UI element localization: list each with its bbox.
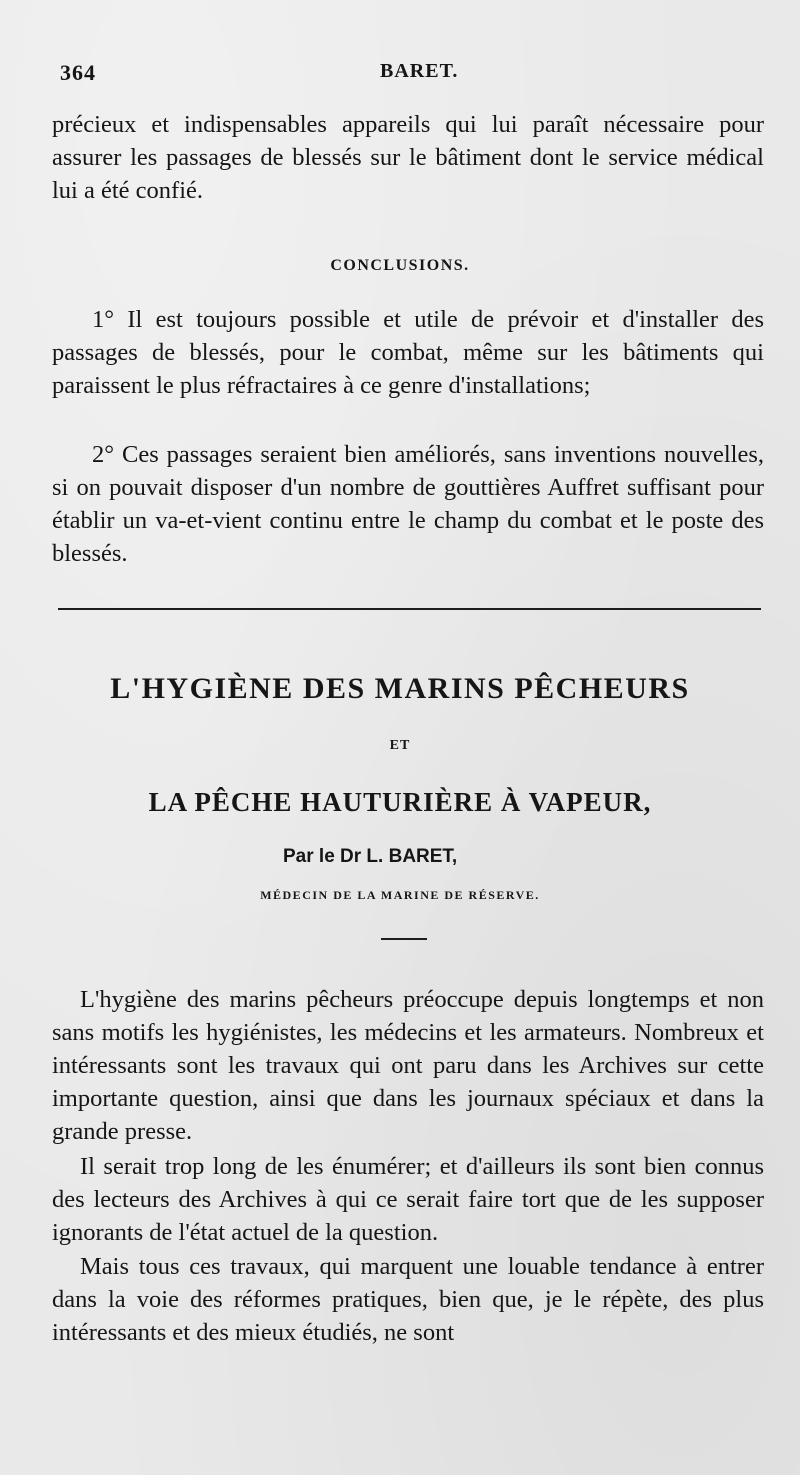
article-subtitle: LA PÊCHE HAUTURIÈRE À VAPEUR,: [148, 787, 652, 817]
article-title: L'HYGIÈNE DES MARINS PÊCHEURS: [110, 672, 690, 705]
body-paragraph-1: L'hygiène des marins pêcheurs préoccupe depuis longtemps et non sans motifs les hygiénistes, les médecins et les armateurs. Nombreux et intéressants sont les travaux qui ont paru dans les Archives sur cette importante question, ainsi que dans les journaux spéciaux et dans la grande presse.: [52, 986, 764, 1145]
title-divider: [381, 938, 427, 940]
conclusion-item-2: 2° Ces passages seraient bien améliorés, sans inventions nouvelles, si on pouvait disposer d'un nombre de gouttières Auffret suffisant pour établir un va-et-vient continu entre le champ du combat et le poste des blessés.: [52, 441, 764, 567]
page-number: 364: [60, 60, 96, 85]
body-paragraph-3: Mais tous ces travaux, qui marquent une louable tendance à entrer dans la voie des réformes pratiques, bien que, je le répète, des plus intéressants et des mieux étudiés, ne sont: [52, 1253, 764, 1346]
section-divider: [58, 608, 761, 610]
continuation-paragraph: précieux et indispensables appareils qui lui paraît nécessaire pour assurer les passages de blessés sur le bâtiment dont le service médical lui a été confié.: [52, 111, 764, 204]
body-paragraph-2: Il serait trop long de les énumérer; et d'ailleurs ils sont bien connus des lecteurs des Archives à qui ce serait faire tort que de les supposer ignorants de l'état actuel de la question.: [52, 1153, 764, 1246]
author-affiliation: MÉDECIN DE LA MARINE DE RÉSERVE.: [260, 888, 540, 902]
conclusions-heading: CONCLUSIONS.: [330, 257, 470, 274]
conclusion-item-1: 1° Il est toujours possible et utile de prévoir et d'installer des passages de blessés, pour le combat, même sur les bâtiments qui paraissent le plus réfractaires à ce genre d'installations;: [52, 306, 764, 399]
running-head-title: BARET.: [380, 60, 459, 82]
running-head: [60, 60, 760, 92]
article-author: Par le Dr L. BARET,: [283, 846, 458, 867]
article-title-conjunction: ET: [389, 738, 411, 753]
